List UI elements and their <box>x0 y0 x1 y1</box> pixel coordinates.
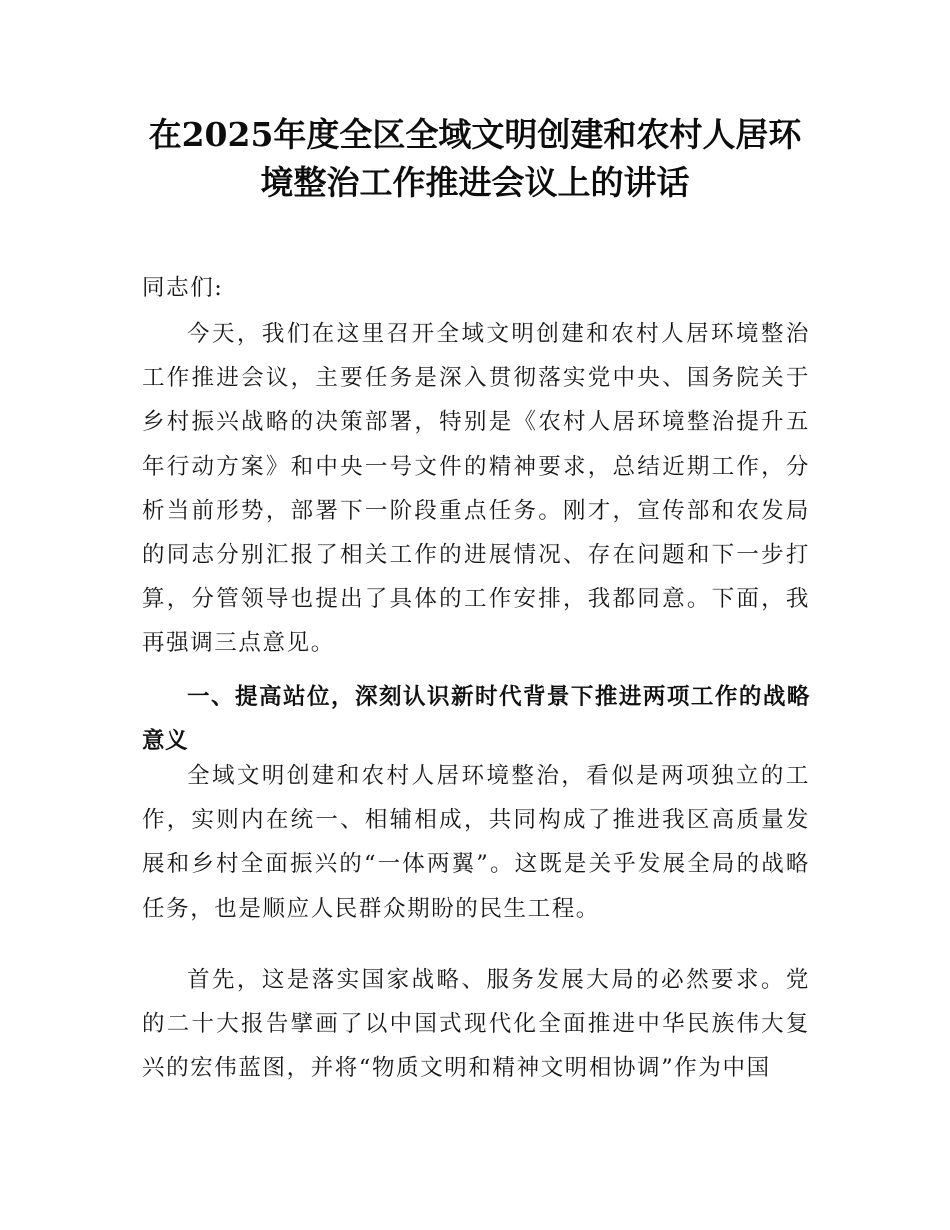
section-heading-1: 一、提高站位，深刻认识新时代背景下推进两项工作的战略意义 <box>142 684 810 755</box>
opening-paragraph: 今天，我们在这里召开全域文明创建和农村人居环境整治工作推进会议，主要任务是深入贯彻落实党中央、国务院关于乡村振兴战略的决策部署，特别是《农村人居环境整治提升五年行动方案》和中央一号文件的精神要求，总结近期工作，分析当前形势，部署下一阶段重点任务。刚才，宣传部和农发局的同志分别汇报了相关工作的进展情况、存在问题和下一步打算，分管领导也提出了具体的工作安排，我都同意。下面，我再强调三点意见。 <box>142 321 810 657</box>
document-title-line-2: 境整治工作推进会议上的讲话 <box>260 163 690 202</box>
salutation: 同志们: <box>142 275 224 301</box>
document-title-line-1: 在2025年度全区全域文明创建和农村人居环 <box>148 115 802 154</box>
section-paragraph-2: 首先，这是落实国家战略、服务发展大局的必然要求。党的二十大报告擘画了以中国式现代化全面推进中华民族伟大复兴的宏伟蓝图，并将“物质文明和精神文明相协调”作为中国 <box>142 967 810 1082</box>
section-paragraph-1: 全域文明创建和农村人居环境整治，看似是两项独立的工作，实则内在统一、相辅相成，共同构成了推进我区高质量发展和乡村全面振兴的“一体两翼”。这既是关乎发展全局的战略任务，也是顺应人民群众期盼的民生工程。 <box>142 763 810 922</box>
